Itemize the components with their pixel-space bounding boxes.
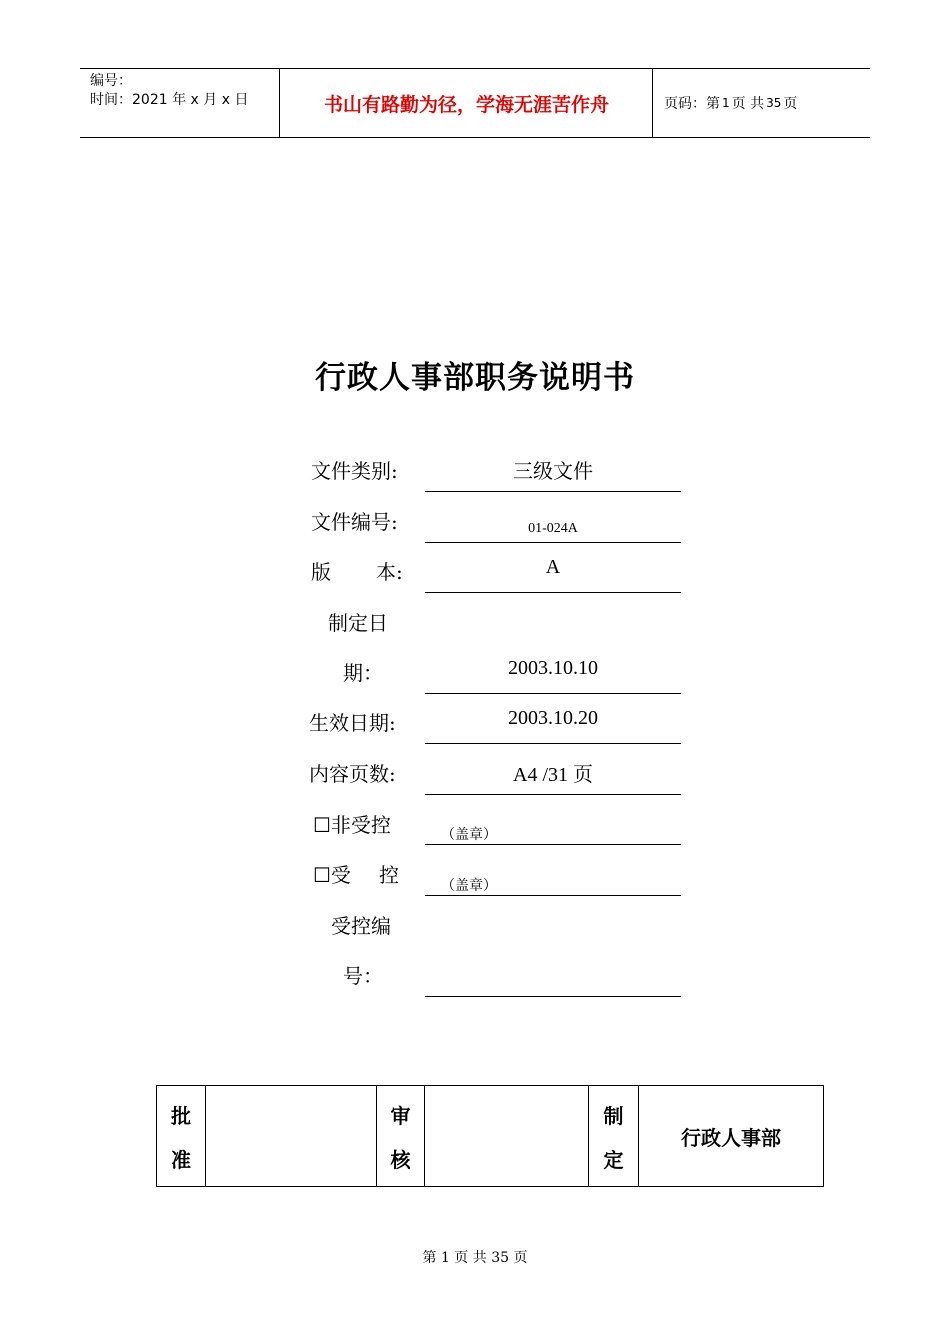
page-footer: 第 1 页 共 35 页 — [422, 1250, 528, 1266]
uncontrolled-seal: （盖章） — [441, 827, 497, 843]
review-char-2: 核 — [390, 1147, 411, 1172]
header-meta — [80, 69, 280, 137]
approval-table — [156, 1085, 824, 1187]
made-date-underline — [425, 693, 681, 694]
header-code-label: 编号： — [90, 73, 132, 89]
header-page-info — [654, 69, 870, 137]
pages-label: 内容页数: — [309, 762, 396, 786]
header-page-prefix: 页码：第 — [664, 96, 720, 112]
effective-value: 2003.10.20 — [508, 707, 598, 729]
pages-underline — [425, 794, 681, 795]
version-label-2: 本: — [376, 560, 403, 584]
version-underline — [425, 592, 681, 593]
header-page-mid: 页 共 — [731, 96, 765, 112]
uncontrolled-underline — [425, 844, 681, 845]
version-value: A — [545, 556, 561, 578]
number-value: 01-024A — [528, 521, 578, 536]
approve-char-2: 准 — [171, 1147, 191, 1172]
category-value: 三级文件 — [513, 461, 593, 483]
pages-value: A4 /31 页 — [513, 764, 593, 786]
controlled-label-1: ☐受 — [313, 863, 351, 887]
header-page-suffix: 页 — [783, 96, 798, 112]
uncontrolled-label: ☐非受控 — [313, 813, 391, 837]
review-cell — [425, 1086, 589, 1186]
approve-header — [157, 1086, 206, 1186]
header-page-total: 35 — [766, 96, 782, 110]
controlled-seal: （盖章） — [441, 878, 497, 894]
header-page-current: 1 — [722, 96, 730, 110]
category-label: 文件类别: — [311, 459, 398, 483]
maker-cell — [639, 1086, 823, 1186]
page-header — [80, 68, 870, 138]
controlled-underline — [425, 895, 681, 896]
made-date-value: 2003.10.10 — [508, 657, 598, 679]
version-label-1: 版 — [311, 560, 331, 584]
approve-char-1: 批 — [171, 1103, 191, 1128]
header-time-label: 时间：2021 年 x 月 x 日 — [90, 92, 249, 108]
control-no-label-2: 号： — [343, 964, 383, 988]
make-char-1: 制 — [603, 1103, 624, 1128]
review-header — [377, 1086, 425, 1186]
approve-cell — [206, 1086, 377, 1186]
header-motto: 书山有路勤为径，学海无涯苦作舟 — [281, 69, 653, 137]
effective-label: 生效日期: — [309, 711, 396, 735]
category-underline — [425, 491, 681, 492]
make-header — [589, 1086, 639, 1186]
document-title: 行政人事部职务说明书 — [315, 360, 635, 396]
made-date-label-1: 制定日 — [328, 611, 388, 635]
number-underline — [425, 542, 681, 543]
review-char-1: 审 — [390, 1103, 411, 1128]
controlled-label-2: 控 — [379, 863, 399, 887]
control-no-underline — [425, 996, 681, 997]
effective-underline — [425, 743, 681, 744]
number-label: 文件编号: — [311, 510, 398, 534]
maker-name: 行政人事部 — [681, 1125, 781, 1150]
made-date-label-2: 期： — [343, 661, 383, 685]
make-char-2: 定 — [603, 1147, 624, 1172]
control-no-label-1: 受控编 — [331, 914, 391, 938]
